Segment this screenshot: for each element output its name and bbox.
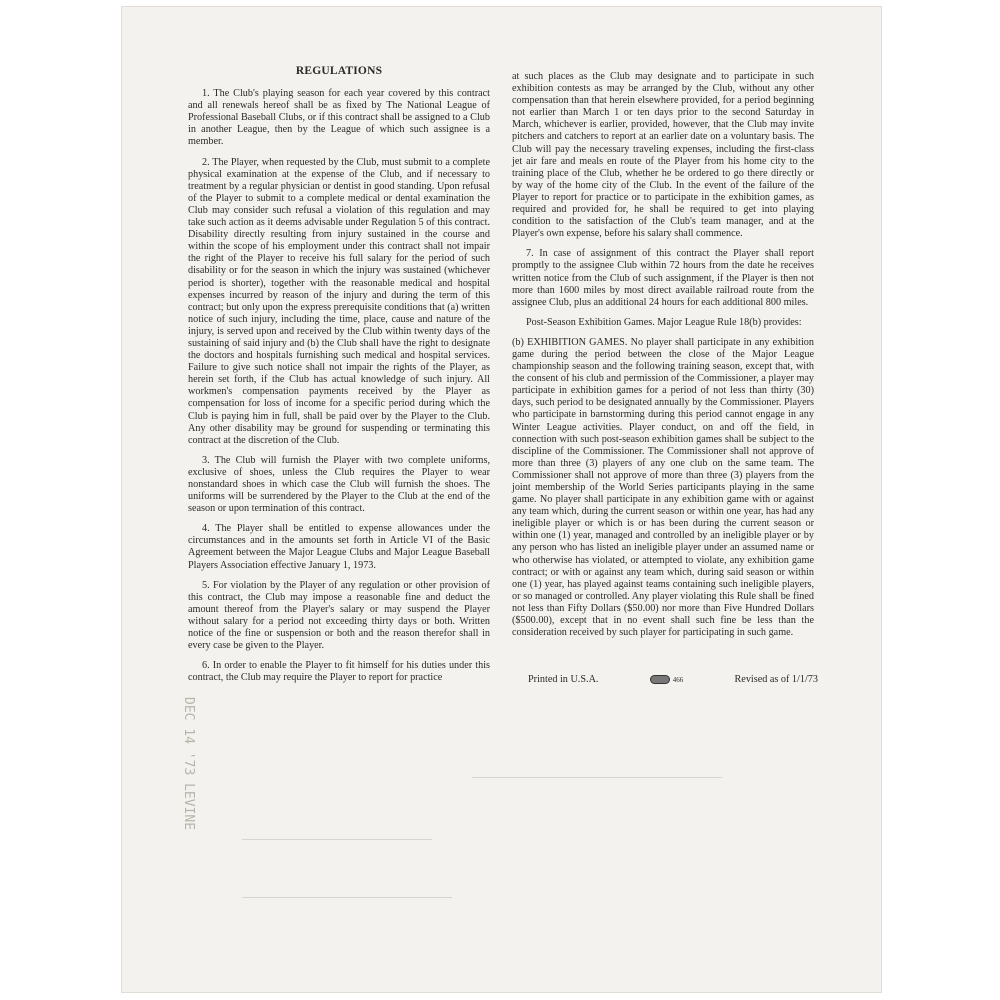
union-code: 466 [672, 675, 684, 684]
regulation-6-continued: at such places as the Club may designate and to participate in such exhibition contests as may be arranged by the Club, without any other compensation than that herein elsewhere provided, for a period beginning not earlier than March 1 or ten days prior to the second Saturday in March, whichever is earlier, provided, however, that the Club may invite pitchers and catchers to report at an earlier date on a voluntary basis. The Club will pay the necessary traveling expenses, including the first-class jet air fare and meals en route of the Player from his home city to the training place of the Club, whether he be ordered to go there directly or by way of the home city of the Club. In the event of the failure of the Player to report for practice or to participate in the exhibition games, as required and provided for, he shall be required to get into playing condition to the satisfaction of the Club's team manager, and at the Player's own expense, before his salary shall commence. [512, 71, 814, 240]
page-footer [528, 674, 818, 685]
bleed-through-line [242, 897, 452, 898]
bleed-through-line [472, 777, 722, 778]
regulation-4: 4. The Player shall be entitled to expense allowances under the circumstances and in the amounts set forth in Article VI of the Basic Agreement between the Major League Clubs and Major League Baseball Players Association effective January 1, 1973. [188, 523, 490, 571]
regulation-5: 5. For violation by the Player of any regulation or other provision of this contract, the Club may impose a reasonable fine and deduct the amount thereof from the Player's salary or may suspend the Player without salary for a period not exceeding thirty days or both. Written notice of the fine or suspension or both and the reason therefor shall in every case be given to the Player. [188, 579, 490, 652]
page-title: REGULATIONS [295, 65, 383, 77]
union-bug-icon [650, 675, 670, 684]
regulation-3: 3. The Club will furnish the Player with two complete uniforms, exclusive of shoes, unless the Club requires the Player to wear nonstandard shoes in which case the Club will furnish the shoes. The uniforms will be surrendered by the Player to the Club at the end of the season or upon termination of this contract. [188, 454, 490, 515]
regulation-7: 7. In case of assignment of this contract the Player shall report promptly to the assignee Club within 72 hours from the date he receives written notice from the Club of such assignment, if the Player is then not more than 1600 miles by most direct available railroad route from the assignee Club, plus an additional 24 hours for each additional 800 miles. [512, 248, 814, 308]
regulation-1: 1. The Club's playing season for each year covered by this contract and all renewals hereof shall be as fixed by The National League of Professional Baseball Clubs, or if this contract shall be assigned to a Club in another League, then by the League of which such assignee is a member. [188, 88, 490, 148]
post-season-heading: Post-Season Exhibition Games. Major League Rule 18(b) provides: [526, 316, 802, 328]
regulation-2: 2. The Player, when requested by the Club, must submit to a complete physical examination at the expense of the Club, and if necessary to treatment by a regular physician or dentist in good standing. Upon refusal of the Player to submit to a complete medical or dental examination the Club may consider such refusal a violation of this regulation and may take such action as it deems advisable under Regulation 5 of this contract. Disability directly resulting from injury sustained in the course and within the scope of his employment under this contract shall not impair the right of the Player to receive his full salary for the period of such disability or for the season in which the injury was sustained (whichever period is shorter), together with the reasonable medical and hospital expenses incurred by reason of the injury and during the term of this contract; but only upon the express prerequisite conditions that (a) written notice of such injury, including the time, place, cause and nature of the injury, is served upon and received by the Club within twenty days of the sustaining of said injury and (b) the Club shall have the right to designate the doctors and hospitals furnishing such medical and hospital services. Failure to give such notice shall not impair the rights of the Player, as herein set forth, if the Club has actual knowledge of such injury. All workmen's compensation payments received by the Player as compensation for loss of income for a specific period during which the Club is paying him in full, shall be paid over by the Player to the Club. Any other disability may be ground for suspending or terminating this contract at the discretion of the Club. [188, 156, 490, 446]
revised-label: Revised as of 1/1/73 [734, 674, 818, 685]
printed-label: Printed in U.S.A. [528, 674, 599, 685]
bleed-through-stamp: DEC 14 '73 LEVINE [181, 697, 196, 831]
union-label [650, 675, 684, 684]
right-column [512, 71, 814, 647]
left-column [188, 65, 490, 692]
bleed-through-line [242, 839, 432, 840]
regulation-6-start: 6. In order to enable the Player to fit himself for his duties under this contract, the Club may require the Player to report for practice [188, 660, 490, 684]
exhibition-games-rule: (b) EXHIBITION GAMES. No player shall participate in any exhibition game during the period between the close of the Major League championship season and the following training season, except that, with the consent of his club and permission of the Commissioner, a player may participate in exhibition games for a period of not less than thirty (30) days, such period to be designated annually by the Commissioner. Players who participate in barnstorming during this period cannot engage in any Winter League activities. Player conduct, on and off the field, in connection with such post-season exhibition games shall be subject to the discipline of the Commissioner. The Commissioner shall not approve of more than three (3) players of any one club on the same team. The Commissioner shall not approve of more than three (3) players from the joint membership of the World Series participants playing in the same game. No player shall participate in any exhibition game with or against any team which, during the current season or within one year, has had any ineligible player or which is or has been during the current season or within one (1) year, managed and controlled by an ineligible player or by any person who has listed an ineligible player under an assumed name or who otherwise has violated, or attempted to violate, any exhibition game contract; or with or against any team which, during said season or within one (1) year, has played against teams containing such ineligible players, or so managed or controlled. Any player violating this Rule shall be fined not less than Fifty Dollars ($50.00) nor more than Five Hundred Dollars ($500.00), except that in no event shall such fine be less than the consideration received by such player for participating in such game. [512, 336, 815, 639]
document-page [122, 7, 881, 992]
